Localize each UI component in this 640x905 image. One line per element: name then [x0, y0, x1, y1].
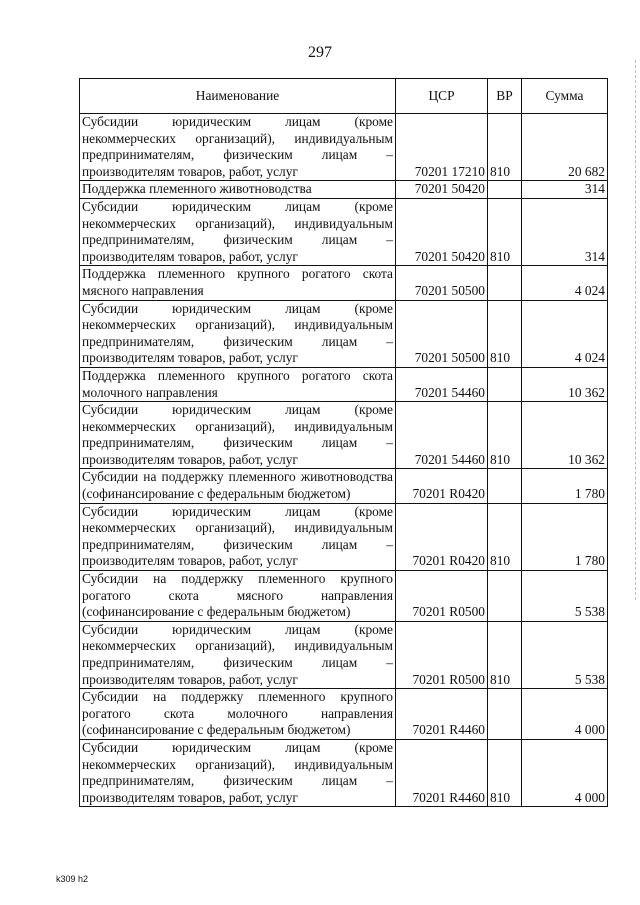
table-row: [80, 198, 608, 265]
row-vr: 810: [488, 503, 522, 570]
row-sum: 4 000: [522, 689, 608, 740]
row-vr: 810: [488, 198, 522, 265]
row-name: Поддержка племенного крупного рогатого скота мясного направления: [80, 266, 396, 300]
row-vr: [488, 469, 522, 503]
row-name: Субсидии на поддержку племенного крупного рогатого скота мясного направления (софинансирование с федеральным бюджетом): [80, 571, 396, 622]
row-vr: 810: [488, 739, 522, 806]
table-row: [80, 739, 608, 806]
header-csr: ЦСР: [396, 79, 488, 114]
table-row: [80, 367, 608, 401]
row-name: Субсидии юридическим лицам (кроме некоммерческих организаций), индивидуальным предпринимателям, физическим лицам – производителям товаров, работ, услуг: [80, 503, 396, 570]
row-name: Субсидии юридическим лицам (кроме некоммерческих организаций), индивидуальным предпринимателям, физическим лицам – производителям товаров, работ, услуг: [80, 621, 396, 688]
table-row: [80, 689, 608, 740]
table-row: [80, 621, 608, 688]
row-name: Субсидии на поддержку племенного крупного рогатого скота молочного направления (софинансирование с федеральным бюджетом): [80, 689, 396, 740]
row-csr: 70201 50420: [396, 198, 488, 265]
row-name: Субсидии на поддержку племенного животноводства (софинансирование с федеральным бюджетом): [80, 469, 396, 503]
row-sum: 4 024: [522, 266, 608, 300]
row-csr: 70201 R4460: [396, 739, 488, 806]
row-vr: [488, 181, 522, 199]
row-csr: 70201 54460: [396, 402, 488, 469]
row-name: Поддержка племенного крупного рогатого скота молочного направления: [80, 367, 396, 401]
table-row: [80, 181, 608, 199]
row-vr: 810: [488, 300, 522, 367]
row-vr: [488, 689, 522, 740]
footer-code: k309 h2: [56, 874, 89, 884]
row-sum: 10 362: [522, 367, 608, 401]
budget-table: [79, 78, 608, 807]
table-row: [80, 402, 608, 469]
row-csr: 70201 54460: [396, 367, 488, 401]
table-row: [80, 503, 608, 570]
row-csr: 70201 50500: [396, 300, 488, 367]
margin-scan-marks: [634, 60, 636, 600]
row-vr: 810: [488, 402, 522, 469]
row-csr: 70201 R0420: [396, 469, 488, 503]
row-name: Субсидии юридическим лицам (кроме некоммерческих организаций), индивидуальным предпринимателям, физическим лицам – производителям товаров, работ, услуг: [80, 739, 396, 806]
row-csr: 70201 17210: [396, 114, 488, 181]
table-row: [80, 266, 608, 300]
row-sum: 10 362: [522, 402, 608, 469]
row-name: Субсидии юридическим лицам (кроме некоммерческих организаций), индивидуальным предпринимателям, физическим лицам – производителям товаров, работ, услуг: [80, 114, 396, 181]
page-number: 297: [308, 44, 332, 61]
row-name: Субсидии юридическим лицам (кроме некоммерческих организаций), индивидуальным предпринимателям, физическим лицам – производителям товаров, работ, услуг: [80, 198, 396, 265]
row-csr: 70201 R0500: [396, 621, 488, 688]
table-row: [80, 571, 608, 622]
row-csr: 70201 R0500: [396, 571, 488, 622]
row-name: Субсидии юридическим лицам (кроме некоммерческих организаций), индивидуальным предпринимателям, физическим лицам – производителям товаров, работ, услуг: [80, 402, 396, 469]
row-csr: 70201 R0420: [396, 503, 488, 570]
row-vr: [488, 367, 522, 401]
row-sum: 5 538: [522, 621, 608, 688]
table-row: [80, 469, 608, 503]
row-csr: 70201 50500: [396, 266, 488, 300]
row-sum: 314: [522, 198, 608, 265]
row-csr: 70201 R4460: [396, 689, 488, 740]
row-sum: 1 780: [522, 469, 608, 503]
row-csr: 70201 50420: [396, 181, 488, 199]
row-vr: [488, 571, 522, 622]
row-vr: [488, 266, 522, 300]
row-sum: 4 000: [522, 739, 608, 806]
row-name: Поддержка племенного животноводства: [80, 181, 396, 199]
row-name: Субсидии юридическим лицам (кроме некоммерческих организаций), индивидуальным предпринимателям, физическим лицам – производителям товаров, работ, услуг: [80, 300, 396, 367]
row-sum: 20 682: [522, 114, 608, 181]
header-name: Наименование: [80, 79, 396, 114]
table-row: [80, 114, 608, 181]
table-row: [80, 300, 608, 367]
table-header-row: [80, 79, 608, 114]
row-sum: 4 024: [522, 300, 608, 367]
row-vr: 810: [488, 114, 522, 181]
header-sum: Сумма: [522, 79, 608, 114]
row-sum: 5 538: [522, 571, 608, 622]
row-vr: 810: [488, 621, 522, 688]
row-sum: 314: [522, 181, 608, 199]
row-sum: 1 780: [522, 503, 608, 570]
header-vr: ВР: [488, 79, 522, 114]
